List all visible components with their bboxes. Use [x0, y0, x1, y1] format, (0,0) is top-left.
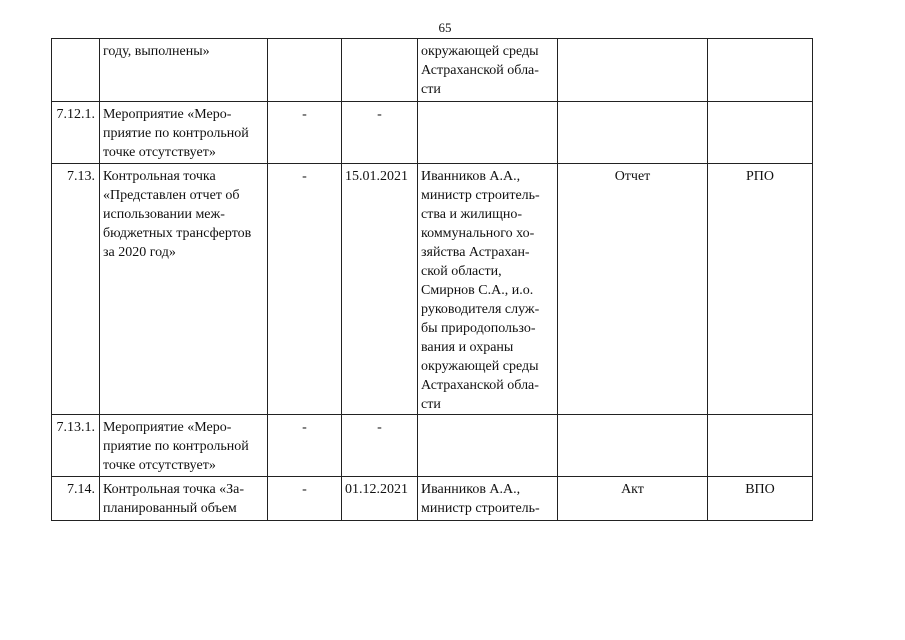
row-date: -	[342, 102, 418, 164]
row-number: 7.13.	[52, 164, 100, 415]
row-level	[708, 415, 813, 477]
row-name: году, выполнены»	[100, 39, 268, 102]
table-row	[52, 39, 813, 102]
row-number	[52, 39, 100, 102]
row-responsible: окружающей среды Астраханской обла- сти	[418, 39, 558, 102]
page-number: 65	[438, 20, 452, 35]
row-document	[558, 415, 708, 477]
table-row	[52, 415, 813, 477]
row-responsible: Иванников А.А., министр строитель- ства и жилищно- коммунального хо- зяйства Астрахан- ской области, Смирнов С.А., и.о. руководителя служ- бы природопользо- вания и охраны окружающей среды Астраханской обла- сти	[418, 164, 558, 415]
table-row	[52, 102, 813, 164]
row-date	[342, 39, 418, 102]
row-document	[558, 39, 708, 102]
row-number: 7.14.	[52, 477, 100, 521]
row-level: РПО	[708, 164, 813, 415]
row-level	[708, 102, 813, 164]
table-row	[52, 477, 813, 521]
table-row	[52, 164, 813, 415]
row-mark: -	[268, 164, 342, 415]
row-mark: -	[268, 102, 342, 164]
row-mark: -	[268, 415, 342, 477]
control-points-table	[51, 38, 813, 521]
row-number: 7.13.1.	[52, 415, 100, 477]
row-date: -	[342, 415, 418, 477]
row-level: ВПО	[708, 477, 813, 521]
row-responsible: Иванников А.А., министр строитель-	[418, 477, 558, 521]
row-mark	[268, 39, 342, 102]
row-name: Мероприятие «Меро- приятие по контрольной точке отсутствует»	[100, 415, 268, 477]
row-responsible	[418, 415, 558, 477]
row-mark: -	[268, 477, 342, 521]
row-name: Мероприятие «Меро- приятие по контрольной точке отсутствует»	[100, 102, 268, 164]
row-document: Отчет	[558, 164, 708, 415]
row-document	[558, 102, 708, 164]
row-document: Акт	[558, 477, 708, 521]
row-level	[708, 39, 813, 102]
row-date: 15.01.2021	[342, 164, 418, 415]
row-name: Контрольная точка «За- планированный объем	[100, 477, 268, 521]
row-date: 01.12.2021	[342, 477, 418, 521]
row-name: Контрольная точка «Представлен отчет об использовании меж- бюджетных трансфертов за 2020 год»	[100, 164, 268, 415]
row-number: 7.12.1.	[52, 102, 100, 164]
row-responsible	[418, 102, 558, 164]
